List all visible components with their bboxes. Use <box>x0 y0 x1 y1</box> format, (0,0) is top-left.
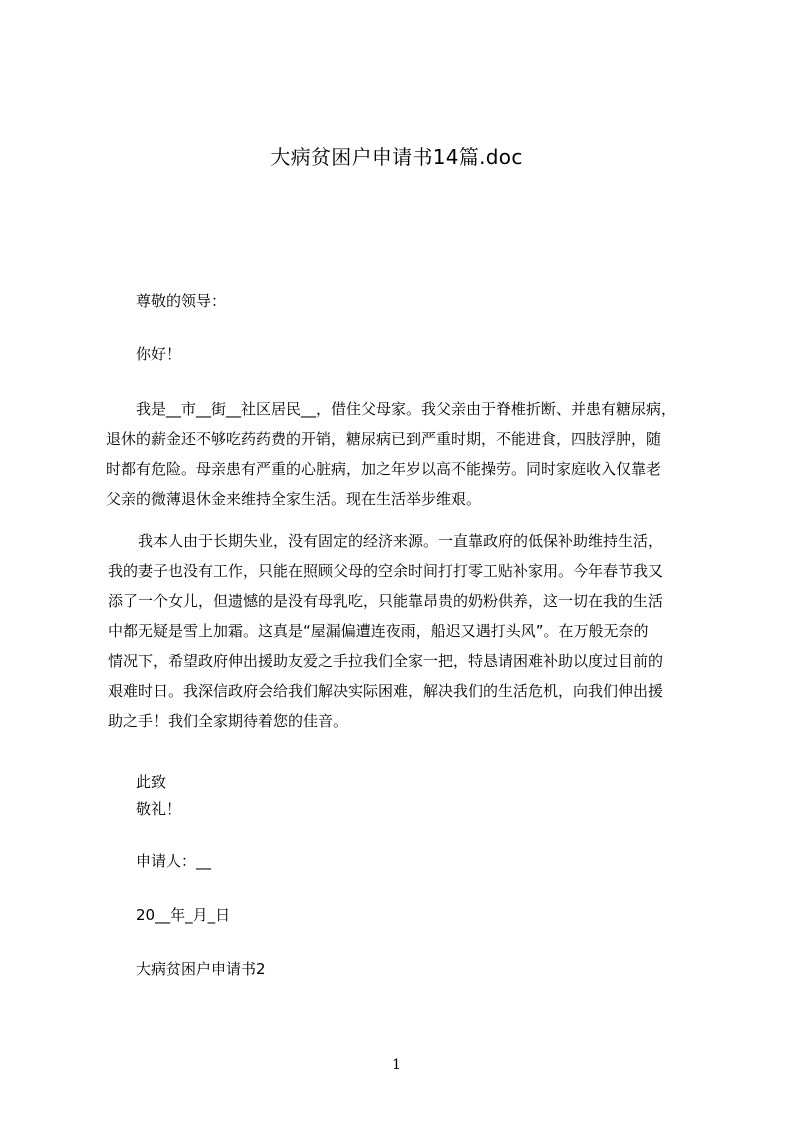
document-title: 大病贫困户申请书14篇.doc <box>270 145 523 169</box>
page-number: 1 <box>392 1057 401 1073</box>
paragraph-line: 我是__市__街__社区居民__，借住父母家。我父亲由于脊椎折断、并患有糖尿病， <box>136 400 677 418</box>
paragraph-line: 中都无疑是雪上加霜。这真是“屋漏偏遭连夜雨，船迟又遇打头风”。在万般无奈的 <box>108 622 649 640</box>
paragraph-line: 我本人由于长期失业，没有固定的经济来源。一直靠政府的低保补助维持生活， <box>138 532 664 550</box>
paragraph-line: 退休的薪金还不够吃药药费的开销，糖尿病已到严重时期，不能进食，四肢浮肿，随 <box>106 430 662 448</box>
paragraph-2 <box>108 530 663 740</box>
paragraph-line: 助之手！我们全家期待着您的佳音。 <box>108 712 349 730</box>
paragraph-line: 时都有危险。母亲患有严重的心脏病，加之年岁以高不能操劳。同时家庭收入仅靠老 <box>106 460 662 478</box>
paragraph-1 <box>106 398 676 518</box>
paragraph-line: 添了一个女儿，但遗憾的是没有母乳吃，只能靠昂贵的奶粉供养，这一切在我的生活 <box>108 592 664 610</box>
date-line: 20__年_月_日 <box>136 906 231 924</box>
salutation: 尊敬的领导： <box>136 292 227 310</box>
applicant-signature: 申请人：__ <box>136 852 212 870</box>
paragraph-line: 父亲的微薄退休金来维持全家生活。现在生活举步维艰。 <box>106 490 482 508</box>
paragraph-line: 情况下，希望政府伸出援助友爱之手拉我们全家一把，特恳请困难补助以度过目前的 <box>108 652 664 670</box>
paragraph-line: 艰难时日。我深信政府会给我们解决实际困难，解决我们的生活危机，向我们伸出援 <box>108 682 664 700</box>
next-section-heading: 大病贫困户申请书2 <box>136 960 266 978</box>
paragraph-line: 我的妻子也没有工作，只能在照顾父母的空余时间打打零工贴补家用。今年春节我又 <box>108 562 664 580</box>
closing-line-2: 敬礼！ <box>136 800 182 818</box>
closing-line-1: 此致 <box>136 773 167 791</box>
greeting: 你好！ <box>136 345 182 363</box>
